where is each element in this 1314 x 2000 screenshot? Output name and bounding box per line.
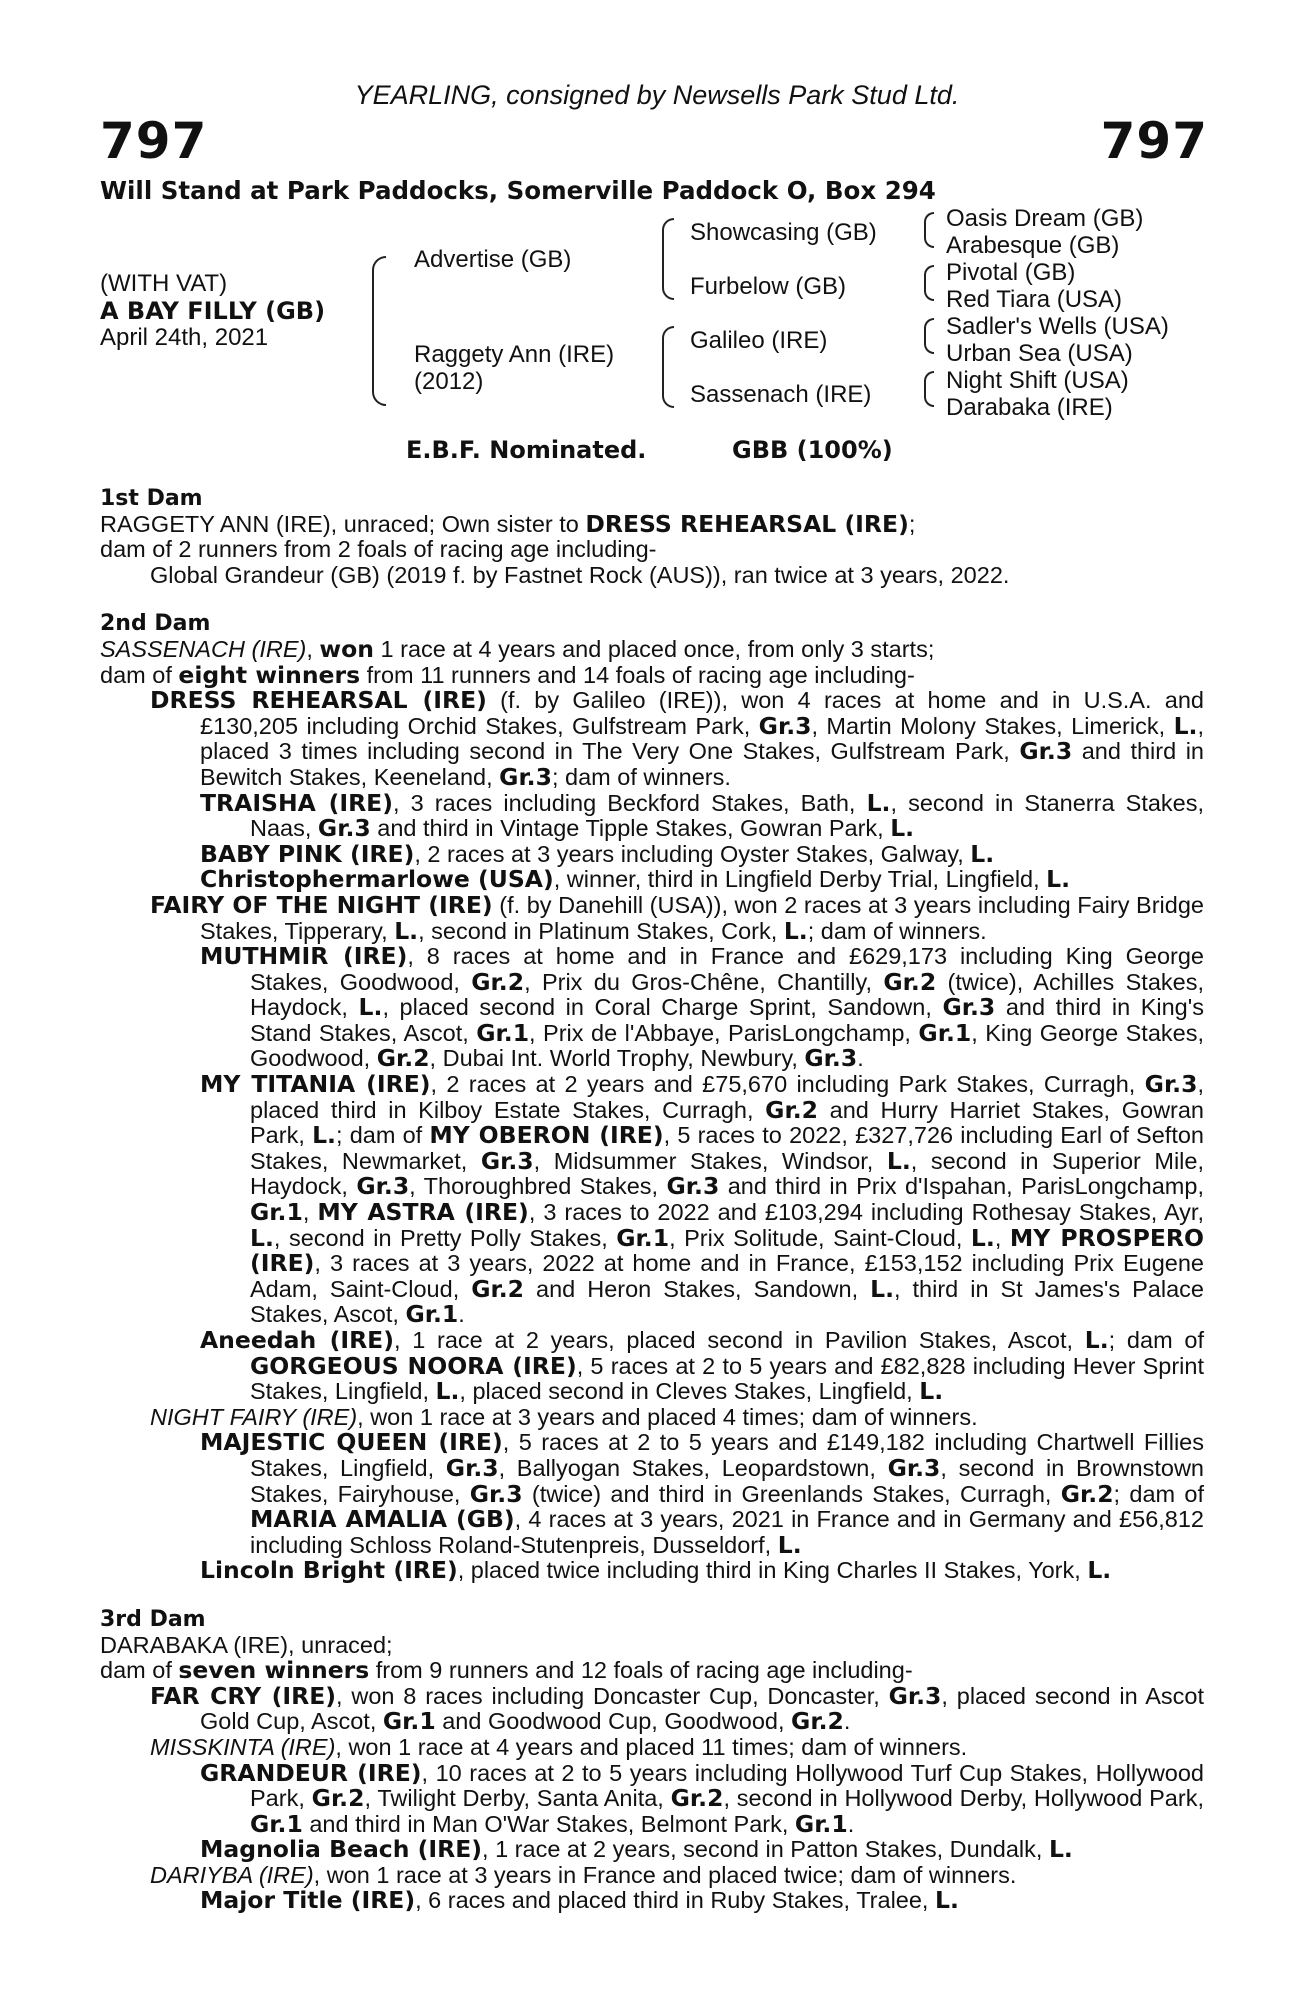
produce-record: MY TITANIA (IRE), 2 races at 2 years and £75,670 including Park Stakes, Curragh, Gr.3, placed third in Kilboy Estate Stakes, Curragh, Gr.2 and Hurry Harriet Stakes, Gowran Park, L.; dam of MY OBERON (IRE), 5 races to 2022, £327,726 including Earl of Sefton Stakes, Newmarket, Gr.3, Midsummer Stakes, Windsor, L., second in Superior Mile, Haydock, Gr.3, Thoroughbred Stakes, Gr.3 and third in Prix d'Ispahan, ParisLongchamp, Gr.1, MY ASTRA (IRE), 3 races to 2022 and £103,294 including Rothesay Stakes, Ayr, L., second in Pretty Polly Stakes, Gr.1, Prix Solitude, Saint-Cloud, L., MY PROSPERO (IRE), 3 races at 3 years, 2022 at home and in France, £153,152 including Prix Eugene Adam, Saint-Cloud, Gr.2 and Heron Stakes, Sandown, L., third in St James's Palace Stakes, Ascot, Gr.1. [200,1070,1205,1329]
pedigree-brace-3c [924,318,934,354]
produce-record: DARIYBA (IRE), won 1 race at 3 years in France and placed twice; dam of winners. [150,1861,1017,1888]
dam-year: (2012) [414,368,484,395]
first-dam-record: RAGGETY ANN (IRE), unraced; Own sister to DRESS REHEARSAL (IRE); dam of 2 runners from 2 foals of racing age including- [100,509,916,563]
gbb-rating: GBB (100%) [732,436,893,464]
gen3-6: Urban Sea (USA) [946,340,1133,367]
lot-number-right: 797 [1100,112,1208,170]
pedigree-brace-2b [662,326,674,408]
produce-record: GRANDEUR (IRE), 10 races at 2 to 5 years including Hollywood Turf Cup Stakes, Hollywood Park, Gr.2, Twilight Derby, Santa Anita, Gr.2, second in Hollywood Derby, Hollywood Park, Gr.1 and third in Man O'War Stakes, Belmont Park, Gr.1. [200,1758,1204,1838]
dam-sire: Galileo (IRE) [690,327,828,354]
gen3-5: Sadler's Wells (USA) [946,313,1169,340]
produce-record: FAIRY OF THE NIGHT (IRE) (f. by Danehill (USA)), won 2 races at 3 years including Fairy Bridge Stakes, Tipperary, L., second in Platinum Stakes, Cork, L.; dam of winners. [150,890,1204,945]
dam: Raggety Ann (IRE) [414,341,615,368]
stand-location: Will Stand at Park Paddocks, Somerville Paddock O, Box 294 [100,176,936,205]
first-dam-heading: 1st Dam [100,486,203,511]
second-dam-record: SASSENACH (IRE), won 1 race at 4 years and placed once, from only 3 starts; dam of eight winners from 11 runners and 14 foals of racing age including- [100,634,935,689]
dam-produce-records [100,486,1204,1914]
produce-record: NIGHT FAIRY (IRE), won 1 race at 3 years and placed 4 times; dam of winners. [150,1403,978,1430]
horse-name: A BAY FILLY (GB) [100,297,326,325]
produce-record: Magnolia Beach (IRE), 1 race at 2 years, second in Patton Stakes, Dundalk, L. [200,1835,1073,1864]
sire-sire: Showcasing (GB) [690,219,877,246]
pedigree-brace-3a [924,212,934,248]
pedigree-brace-1 [372,256,386,406]
gen3-3: Pivotal (GB) [946,259,1076,286]
ebf-nominated: E.B.F. Nominated. [406,436,647,464]
sire: Advertise (GB) [414,246,572,273]
pedigree-brace-3d [924,371,934,407]
gen3-2: Arabesque (GB) [946,232,1120,259]
produce-record: FAR CRY (IRE), won 8 races including Doncaster Cup, Doncaster, Gr.3, placed second in Ascot Gold Cup, Ascot, Gr.1 and Goodwood Cup, Goodwood, Gr.2. [150,1681,1204,1736]
produce-record: MAJESTIC QUEEN (IRE), 5 races at 2 to 5 years and £149,182 including Chartwell Fillies Stakes, Lingfield, Gr.3, Ballyogan Stakes, Leopardstown, Gr.3, second in Brownstown Stakes, Fairyhouse, Gr.3 (twice) and third in Greenlands Stakes, Curragh, Gr.2; dam of MARIA AMALIA (GB), 4 races at 3 years, 2021 in France and in Germany and £56,812 including Schloss Roland-Stutenpreis, Dusseldorf, L. [200,1428,1205,1559]
dam-dam: Sassenach (IRE) [690,381,872,408]
produce-record: DRESS REHEARSAL (IRE) (f. by Galileo (IRE)), won 4 races at home and in U.S.A. and £130,205 including Orchid Stakes, Gulfstream Park, Gr.3, Martin Molony Stakes, Limerick, L., placed 3 times including second in The Very One Stakes, Gulfstream Park, Gr.3 and third in Bewitch Stakes, Keeneland, Gr.3; dam of winners. [150,686,1204,791]
gen3-4: Red Tiara (USA) [946,286,1123,313]
horse-dob: April 24th, 2021 [100,324,269,351]
pedigree-brace-3b [924,265,934,301]
produce-record: TRAISHA (IRE), 3 races including Beckford Stakes, Bath, L., second in Stanerra Stakes, Naas, Gr.3 and third in Vintage Tipple Stakes, Gowran Park, L. [200,788,1205,843]
gen3-8: Darabaka (IRE) [946,394,1113,421]
consignor-line: YEARLING, consigned by Newsells Park Stud Ltd. [354,80,960,110]
produce-record: Global Grandeur (GB) (2019 f. by Fastnet Rock (AUS)), ran twice at 3 years, 2022. [150,561,1010,588]
pedigree-brace-2a [662,218,674,300]
gen3-1: Oasis Dream (GB) [946,205,1144,232]
lot-number-left: 797 [100,112,208,170]
produce-record: Christophermarlowe (USA), winner, third in Lingfield Derby Trial, Lingfield, L. [200,865,1071,894]
produce-record: MUTHMIR (IRE), 8 races at home and in France and £629,173 including King George Stakes, Goodwood, Gr.2, Prix du Gros-Chêne, Chantilly, Gr.2 (twice), Achilles Stakes, Haydock, L., placed second in Coral Charge Sprint, Sandown, Gr.3 and third in King's Stand Stakes, Ascot, Gr.1, Prix de l'Abbaye, ParisLongchamp, Gr.1, King George Stakes, Goodwood, Gr.2, Dubai Int. World Trophy, Newbury, Gr.3. [200,942,1204,1073]
produce-record: Aneedah (IRE), 1 race at 2 years, placed second in Pavilion Stakes, Ascot, L.; dam of GORGEOUS NOORA (IRE), 5 races at 2 to 5 years and £82,828 including Hever Sprint Stakes, Lingfield, L., placed second in Cleves Stakes, Lingfield, L. [200,1326,1204,1406]
produce-record: Major Title (IRE), 6 races and placed third in Ruby Stakes, Tralee, L. [200,1886,959,1915]
third-dam-record: DARABAKA (IRE), unraced; dam of seven winners from 9 runners and 12 foals of racing age including- [100,1631,913,1685]
gen3-7: Night Shift (USA) [946,367,1129,394]
second-dam-heading: 2nd Dam [100,611,211,637]
produce-record: Lincoln Bright (IRE), placed twice including third in King Charles II Stakes, York, L. [200,1556,1112,1585]
third-dam-heading: 3rd Dam [100,1606,206,1632]
produce-record: BABY PINK (IRE), 2 races at 3 years including Oyster Stakes, Galway, L. [200,839,995,868]
produce-record: MISSKINTA (IRE), won 1 race at 4 years and placed 11 times; dam of winners. [150,1733,968,1760]
vat-note: (WITH VAT) [100,270,228,297]
sire-dam: Furbelow (GB) [690,273,847,300]
